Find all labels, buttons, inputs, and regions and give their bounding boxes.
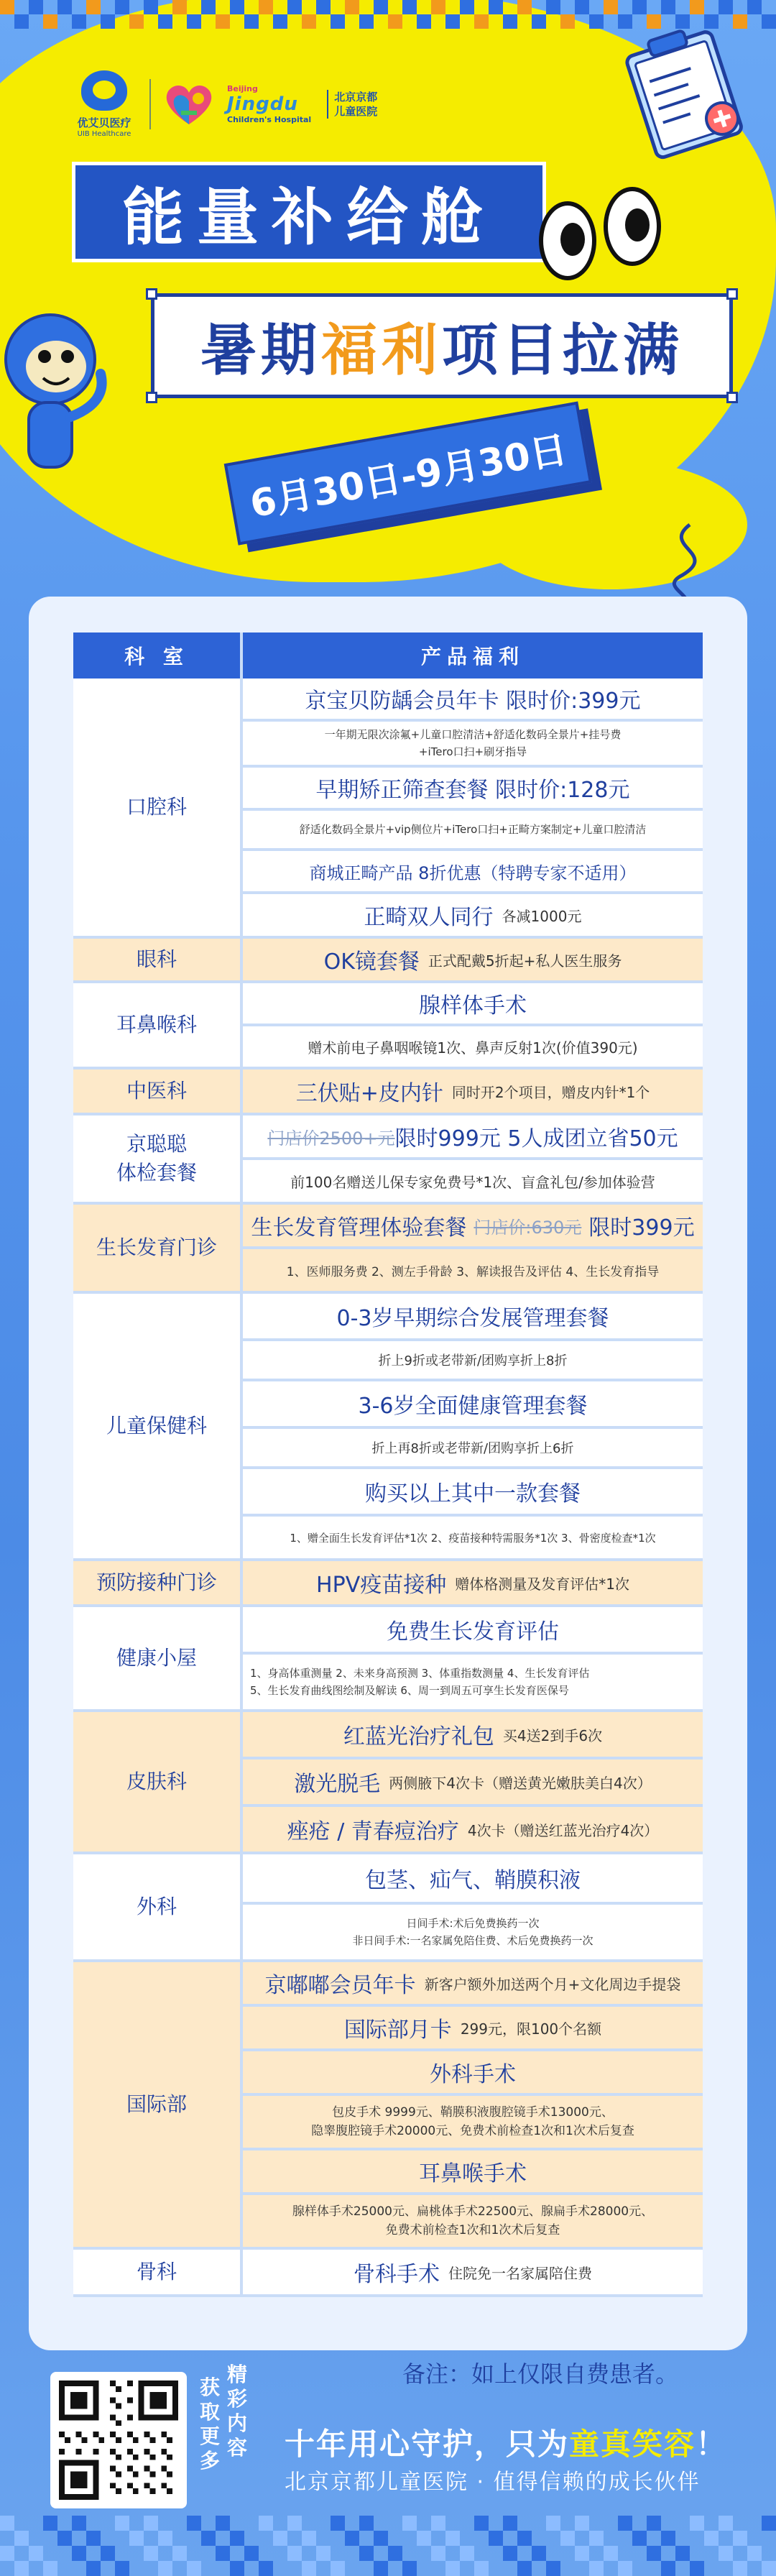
eye-sub: 正式配戴5折起+私人医生服务 <box>428 952 622 970</box>
sub-title-pre: 暑期 <box>200 318 321 383</box>
tcm-sub: 同时开2个项目，赠皮内针*1个 <box>451 1083 650 1101</box>
bch-cn-line2: 儿童医院 <box>334 105 378 118</box>
oral-duo-sub: 各减1000元 <box>502 907 582 925</box>
slogan-b: ！ <box>696 2426 728 2462</box>
tagline: 北京京都儿童医院 · 值得信赖的成长伙伴 <box>285 2470 701 2495</box>
dept-growth: 生长发育门诊 <box>73 1205 243 1294</box>
vaccine-main: HPV疫苗接种 <box>316 1573 447 1598</box>
derm-r2-sub: 两侧腋下4次卡（赠送黄光嫩肤美白4次） <box>389 1774 652 1792</box>
checkup-detail: 前100名赠送儿保专家免费号*1次、盲盒礼包/参加体验营 <box>243 1160 703 1205</box>
dept-ortho: 骨科 <box>73 2250 243 2297</box>
derm-r2-main: 激光脱毛 <box>294 1772 381 1797</box>
growth-detail: 1、医师服务费 2、测左手骨龄 3、解读报告及评估 4、生长发育指导 <box>243 1249 703 1294</box>
footer-note: 备注：如上仅限自费患者。 <box>402 2360 679 2388</box>
ortho-sub: 住院免一名家属陪住费 <box>448 2264 592 2282</box>
growth-main-b: 限时399元 <box>588 1215 695 1241</box>
bch-top: Beijing <box>227 84 258 93</box>
intl-r1 <box>243 1962 703 2007</box>
date-range: 6月30日-9月30日 <box>246 428 571 527</box>
row-eye <box>73 939 703 983</box>
header-dept: 科 室 <box>73 632 243 678</box>
intl-r3-detail <box>243 2096 703 2150</box>
scan-char: 彩 <box>227 2387 248 2411</box>
slogan-highlight: 童真笑容 <box>569 2426 696 2462</box>
derm-r2 <box>243 1760 703 1807</box>
growth-price <box>243 1205 703 1249</box>
child-r1: 0-3岁早期综合发展管理套餐 <box>243 1294 703 1341</box>
dept-child-care: 儿童保健科 <box>73 1294 243 1561</box>
row-checkup <box>73 1116 703 1205</box>
pixel-strip-top <box>0 0 776 29</box>
qr-code-icon <box>59 2380 178 2500</box>
bch-cn-line1: 北京京都 <box>334 91 378 104</box>
dept-oral: 口腔科 <box>73 678 243 939</box>
row-growth <box>73 1205 703 1294</box>
tcm-benefit <box>243 1070 703 1116</box>
row-child-care <box>73 1294 703 1561</box>
dept-tcm: 中医科 <box>73 1070 243 1116</box>
intl-r4: 耳鼻喉手术 <box>243 2150 703 2195</box>
dept-surgery: 外科 <box>73 1854 243 1962</box>
scan-char: 更 <box>200 2424 221 2448</box>
slogan-a: 十年用心守护，只为 <box>285 2426 570 2462</box>
oral-duo-main: 正畸双人同行 <box>364 905 494 930</box>
row-vaccine <box>73 1561 703 1607</box>
row-tcm <box>73 1070 703 1116</box>
scan-char: 取 <box>200 2400 221 2424</box>
oral-annual-detail-a: 一年期无限次涂氟+儿童口腔清洁+舒适化数码全景片+挂号费 <box>324 728 622 741</box>
main-title: 能量补给舱 <box>122 182 496 254</box>
scan-char: 获 <box>200 2375 221 2399</box>
derm-r3 <box>243 1807 703 1854</box>
child-r2-detail: 折上再8折或老带新/团购享折上6折 <box>243 1429 703 1469</box>
pixel-strip-bottom <box>0 2516 776 2576</box>
derm-r3-main: 痤疮 / 青春痘治疗 <box>287 1819 459 1844</box>
monkey-mascot-icon <box>0 309 115 496</box>
logo-divider <box>149 79 151 129</box>
sub-title-post: 项目拉满 <box>442 318 684 383</box>
bch-logo-text <box>227 84 311 124</box>
intl-r4-detail <box>243 2195 703 2250</box>
row-oral <box>73 678 703 939</box>
uib-en: UIB Healthcare <box>77 130 131 138</box>
oral-annual-card: 京宝贝防龋会员年卡 限时价:399元 <box>243 678 703 722</box>
bch-logo-word: Jingdu <box>227 93 298 115</box>
sub-title-box <box>151 293 733 398</box>
row-derm <box>73 1712 703 1854</box>
bch-cn-name <box>327 90 377 119</box>
eye-benefit <box>243 939 703 983</box>
surgery-main: 包茎、疝气、鞘膜积液 <box>243 1854 703 1905</box>
dept-intl: 国际部 <box>73 1962 243 2250</box>
oral-ortho-detail: 舒适化数码全景片+vip侧位片+iTero口扫+正畸方案制定+儿童口腔清洁 <box>243 811 703 851</box>
intl-r4-detail-b: 免费术前检查1次和1次术后复查 <box>385 2223 560 2237</box>
bch-en: Children's Hospital <box>227 115 312 124</box>
health-detail-a: 1、身高体重测量 2、未来身高预测 3、体重指数测量 4、生长发育评估 <box>250 1667 590 1680</box>
tcm-main: 三伏贴+皮内针 <box>295 1081 443 1106</box>
intl-r2-main: 国际部月卡 <box>343 2018 452 2043</box>
slogan <box>285 2421 727 2464</box>
intl-r2-sub: 299元，限100个名额 <box>460 2020 602 2038</box>
row-ent <box>73 983 703 1070</box>
dept-derm: 皮肤科 <box>73 1712 243 1854</box>
dept-ent: 耳鼻喉科 <box>73 983 243 1070</box>
ent-detail: 赠术前电子鼻咽喉镜1次、鼻声反射1次(价值390元) <box>243 1026 703 1070</box>
vaccine-sub: 赠体格测量及发育评估*1次 <box>455 1575 629 1593</box>
oral-mall-discount: 商城正畸产品 8折优惠（特聘专家不适用） <box>243 851 703 894</box>
scan-text <box>200 2363 248 2473</box>
child-r2: 3-6岁全面健康管理套餐 <box>243 1381 703 1429</box>
row-ortho <box>73 2250 703 2297</box>
sub-title-highlight: 福利 <box>320 318 442 383</box>
sub-title <box>200 305 683 386</box>
vaccine-benefit <box>243 1561 703 1607</box>
uib-logo <box>72 70 137 138</box>
eye-main: OK镜套餐 <box>323 949 420 975</box>
surgery-detail-b: 非日间手术:一名家属免陪住费、术后免费换药一次 <box>352 1934 593 1947</box>
table-header <box>73 632 703 678</box>
intl-r4-detail-a: 腺样体手术25000元、扁桃体手术22500元、腺扁手术28000元、 <box>292 2204 654 2219</box>
scan-char: 容 <box>227 2436 248 2460</box>
ent-main: 腺样体手术 <box>243 983 703 1026</box>
row-surgery <box>73 1854 703 1962</box>
dept-checkup <box>73 1116 243 1205</box>
child-r3: 购买以上其中一款套餐 <box>243 1469 703 1517</box>
dept-checkup-line2: 体检套餐 <box>116 1161 197 1184</box>
uib-logo-icon <box>81 70 127 111</box>
child-r3-detail: 1、赠全面生长发育评估*1次 2、疫苗接种特需服务*1次 3、骨密度检查*1次 <box>243 1517 703 1561</box>
surgery-detail <box>243 1905 703 1962</box>
oral-duo <box>243 894 703 939</box>
health-detail <box>243 1655 703 1712</box>
ortho-main: 骨科手术 <box>354 2262 440 2287</box>
growth-strike-price: 门店价:630元 <box>474 1217 582 1238</box>
oral-annual-detail <box>243 722 703 768</box>
logo-area <box>72 65 377 144</box>
intl-r1-sub: 新客户额外加送两个月+文化周边手提袋 <box>424 1975 681 1993</box>
heart-logo-icon <box>164 81 214 127</box>
checkup-price <box>243 1116 703 1160</box>
intl-r3: 外科手术 <box>243 2051 703 2096</box>
ortho-benefit <box>243 2250 703 2297</box>
intl-r1-main: 京嘟嘟会员年卡 <box>264 1973 416 1998</box>
dept-vaccine: 预防接种门诊 <box>73 1561 243 1607</box>
cartoon-eyes-icon <box>532 187 675 295</box>
derm-r1-main: 红蓝光治疗礼包 <box>343 1724 494 1749</box>
intl-r3-detail-a: 包皮手术 9999元、鞘膜积液腹腔镜手术13000元、 <box>332 2105 614 2120</box>
growth-main-a: 生长发育管理体验套餐 <box>251 1215 467 1241</box>
oral-ortho-screen: 早期矫正筛查套餐 限时价:128元 <box>243 768 703 811</box>
row-intl <box>73 1962 703 2250</box>
derm-r1 <box>243 1712 703 1760</box>
derm-r3-sub: 4次卡（赠送红蓝光治疗4次） <box>467 1821 659 1839</box>
health-main: 免费生长发育评估 <box>243 1607 703 1655</box>
main-title-box <box>72 162 546 262</box>
dept-checkup-line1: 京聪聪 <box>126 1132 187 1156</box>
surgery-detail-a: 日间手术:术后免费换药一次 <box>406 1917 540 1930</box>
qr-code[interactable] <box>50 2372 187 2508</box>
dept-eye: 眼科 <box>73 939 243 983</box>
derm-r1-sub: 买4送2到手6次 <box>502 1726 603 1744</box>
scan-char: 精 <box>227 2363 248 2386</box>
row-health-hut <box>73 1607 703 1712</box>
intl-r3-detail-b: 隐睾腹腔镜手术20000元、免费术前检查1次和1次术后复查 <box>311 2124 634 2138</box>
child-r1-detail: 折上9折或老带新/团购享折上8折 <box>243 1341 703 1381</box>
health-detail-b: 5、生长发育曲线图绘制及解读 6、周一到周五可享生长发育医保号 <box>250 1684 569 1697</box>
dept-health-hut: 健康小屋 <box>73 1607 243 1712</box>
oral-annual-detail-b: +iTero口扫+刷牙指导 <box>418 745 527 758</box>
uib-name: 优艾贝医疗 <box>77 116 131 129</box>
checkup-strike-price: 门店价2500+元 <box>267 1128 395 1149</box>
checkup-main: 限时999元 5人成团立省50元 <box>394 1126 678 1151</box>
intl-r2 <box>243 2007 703 2051</box>
scan-char: 内 <box>227 2411 248 2435</box>
scan-char: 多 <box>200 2449 221 2472</box>
header-benefit: 产品福利 <box>243 632 703 678</box>
